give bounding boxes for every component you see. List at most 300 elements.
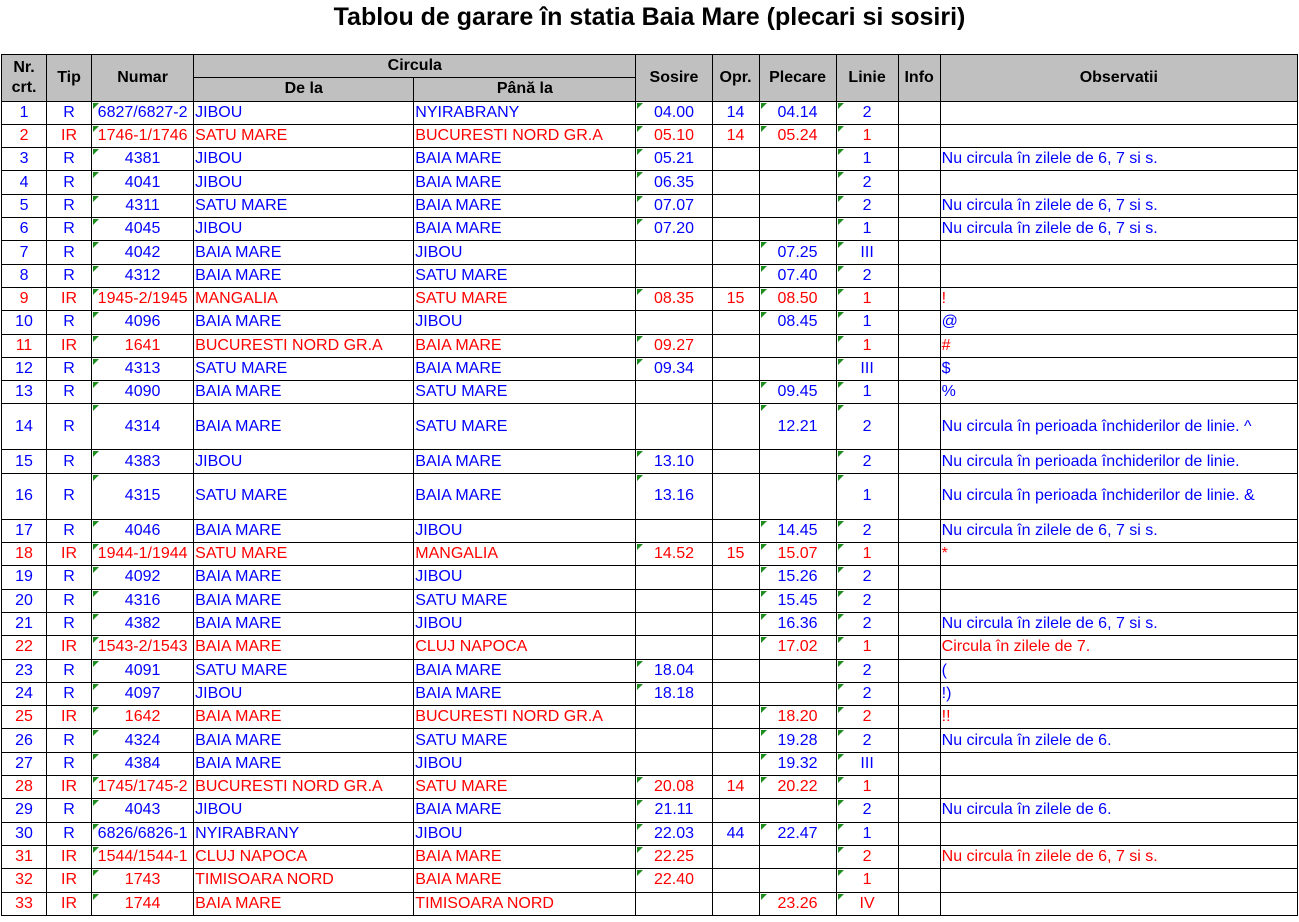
cell-observatii: Nu circula în perioada închiderilor de linie. & — [940, 473, 1297, 519]
cell-tip: R — [47, 752, 92, 775]
cell-tip: IR — [47, 124, 92, 147]
cell-pana-la: BAIA MARE — [414, 218, 636, 241]
cell-linie: 2 — [836, 845, 898, 868]
cell-info — [898, 357, 940, 380]
cell-nr: 4 — [2, 171, 47, 194]
cell-tip: IR — [47, 334, 92, 357]
cell-nr: 10 — [2, 311, 47, 334]
cell-pana-la: JIBOU — [414, 519, 636, 542]
cell-sosire — [636, 264, 712, 287]
cell-tip: R — [47, 473, 92, 519]
cell-sosire — [636, 241, 712, 264]
cell-plecare: 19.28 — [759, 729, 836, 752]
cell-observatii: Nu circula în zilele de 6, 7 si s. — [940, 218, 1297, 241]
cell-nr: 2 — [2, 124, 47, 147]
cell-sosire: 22.25 — [636, 845, 712, 868]
cell-observatii: ! — [940, 287, 1297, 310]
cell-sosire: 18.18 — [636, 682, 712, 705]
cell-observatii: @ — [940, 311, 1297, 334]
cell-observatii — [940, 101, 1297, 124]
cell-plecare: 20.22 — [759, 776, 836, 799]
cell-opr — [712, 218, 759, 241]
cell-nr: 28 — [2, 776, 47, 799]
cell-numar: 1945-2/1945 — [92, 287, 194, 310]
cell-plecare — [759, 334, 836, 357]
table-row — [2, 519, 1298, 542]
cell-linie: III — [836, 357, 898, 380]
table-row — [2, 404, 1298, 450]
cell-linie: 1 — [836, 869, 898, 892]
cell-nr: 21 — [2, 612, 47, 635]
cell-nr: 17 — [2, 519, 47, 542]
cell-plecare: 08.50 — [759, 287, 836, 310]
cell-de-la: TIMISOARA NORD — [194, 869, 414, 892]
cell-sosire: 07.20 — [636, 218, 712, 241]
cell-nr: 20 — [2, 589, 47, 612]
cell-pana-la: JIBOU — [414, 311, 636, 334]
cell-linie: 2 — [836, 101, 898, 124]
cell-plecare — [759, 194, 836, 217]
cell-pana-la: BUCURESTI NORD GR.A — [414, 706, 636, 729]
cell-linie: III — [836, 241, 898, 264]
header-de-la: De la — [194, 78, 414, 101]
cell-pana-la: JIBOU — [414, 241, 636, 264]
cell-de-la: BAIA MARE — [194, 729, 414, 752]
cell-observatii: Nu circula în zilele de 6. — [940, 799, 1297, 822]
cell-nr: 1 — [2, 101, 47, 124]
cell-de-la: BAIA MARE — [194, 264, 414, 287]
header-tip: Tip — [47, 55, 92, 102]
cell-opr: 15 — [712, 287, 759, 310]
cell-tip: R — [47, 241, 92, 264]
cell-observatii: Nu circula în zilele de 6, 7 si s. — [940, 612, 1297, 635]
cell-tip: IR — [47, 287, 92, 310]
cell-opr — [712, 381, 759, 404]
cell-de-la: SATU MARE — [194, 124, 414, 147]
cell-sosire: 05.21 — [636, 148, 712, 171]
cell-opr — [712, 799, 759, 822]
cell-observatii: ( — [940, 659, 1297, 682]
cell-observatii — [940, 124, 1297, 147]
cell-nr: 12 — [2, 357, 47, 380]
cell-plecare: 12.21 — [759, 404, 836, 450]
cell-pana-la: JIBOU — [414, 822, 636, 845]
cell-pana-la: NYIRABRANY — [414, 101, 636, 124]
cell-linie: 1 — [836, 287, 898, 310]
cell-plecare — [759, 799, 836, 822]
cell-sosire: 18.04 — [636, 659, 712, 682]
cell-plecare — [759, 869, 836, 892]
cell-info — [898, 682, 940, 705]
cell-plecare: 07.25 — [759, 241, 836, 264]
cell-sosire — [636, 381, 712, 404]
cell-sosire: 04.00 — [636, 101, 712, 124]
cell-observatii — [940, 892, 1297, 915]
table-row — [2, 729, 1298, 752]
cell-plecare: 04.14 — [759, 101, 836, 124]
cell-nr: 18 — [2, 543, 47, 566]
cell-sosire: 06.35 — [636, 171, 712, 194]
table-row — [2, 589, 1298, 612]
cell-info — [898, 729, 940, 752]
cell-numar: 4384 — [92, 752, 194, 775]
cell-plecare: 23.26 — [759, 892, 836, 915]
cell-de-la: SATU MARE — [194, 357, 414, 380]
cell-pana-la: SATU MARE — [414, 264, 636, 287]
cell-info — [898, 171, 940, 194]
cell-opr — [712, 404, 759, 450]
cell-linie: 1 — [836, 381, 898, 404]
cell-observatii: Circula în zilele de 7. — [940, 636, 1297, 659]
cell-info — [898, 287, 940, 310]
cell-nr: 7 — [2, 241, 47, 264]
cell-sosire: 13.16 — [636, 473, 712, 519]
table-header — [2, 55, 1298, 102]
table-row — [2, 450, 1298, 473]
cell-linie: 1 — [836, 218, 898, 241]
cell-numar: 1745/1745-2 — [92, 776, 194, 799]
cell-info — [898, 381, 940, 404]
cell-opr — [712, 264, 759, 287]
cell-pana-la: BAIA MARE — [414, 194, 636, 217]
cell-nr: 30 — [2, 822, 47, 845]
cell-pana-la: BAIA MARE — [414, 171, 636, 194]
cell-linie: 2 — [836, 171, 898, 194]
cell-info — [898, 845, 940, 868]
table-row — [2, 892, 1298, 915]
cell-numar: 4096 — [92, 311, 194, 334]
cell-numar: 4382 — [92, 612, 194, 635]
cell-nr: 31 — [2, 845, 47, 868]
cell-tip: R — [47, 450, 92, 473]
cell-linie: 1 — [836, 543, 898, 566]
cell-linie: 2 — [836, 450, 898, 473]
cell-tip: R — [47, 381, 92, 404]
cell-de-la: JIBOU — [194, 171, 414, 194]
cell-observatii: Nu circula în zilele de 6, 7 si s. — [940, 845, 1297, 868]
cell-numar: 4097 — [92, 682, 194, 705]
cell-opr — [712, 892, 759, 915]
cell-nr: 26 — [2, 729, 47, 752]
table-row — [2, 148, 1298, 171]
cell-opr — [712, 450, 759, 473]
cell-numar: 4313 — [92, 357, 194, 380]
cell-tip: R — [47, 729, 92, 752]
cell-numar: 4315 — [92, 473, 194, 519]
cell-de-la: BAIA MARE — [194, 636, 414, 659]
cell-pana-la: TIMISOARA NORD — [414, 892, 636, 915]
cell-sosire: 05.10 — [636, 124, 712, 147]
cell-opr: 14 — [712, 101, 759, 124]
cell-pana-la: JIBOU — [414, 566, 636, 589]
cell-numar: 4311 — [92, 194, 194, 217]
cell-de-la: BAIA MARE — [194, 241, 414, 264]
cell-opr — [712, 869, 759, 892]
cell-plecare: 15.07 — [759, 543, 836, 566]
cell-de-la: BAIA MARE — [194, 612, 414, 635]
cell-tip: R — [47, 799, 92, 822]
cell-info — [898, 241, 940, 264]
header-observatii: Observatii — [940, 55, 1297, 102]
cell-observatii: $ — [940, 357, 1297, 380]
cell-observatii: Nu circula în zilele de 6, 7 si s. — [940, 148, 1297, 171]
cell-numar: 4324 — [92, 729, 194, 752]
table-row — [2, 776, 1298, 799]
cell-info — [898, 218, 940, 241]
cell-observatii — [940, 776, 1297, 799]
cell-tip: R — [47, 566, 92, 589]
table-row — [2, 194, 1298, 217]
cell-sosire: 09.34 — [636, 357, 712, 380]
cell-de-la: JIBOU — [194, 218, 414, 241]
header-linie: Linie — [836, 55, 898, 102]
cell-numar: 4381 — [92, 148, 194, 171]
table-row — [2, 287, 1298, 310]
cell-numar: 4043 — [92, 799, 194, 822]
cell-opr — [712, 148, 759, 171]
cell-pana-la: BAIA MARE — [414, 473, 636, 519]
cell-opr: 15 — [712, 543, 759, 566]
cell-pana-la: BAIA MARE — [414, 682, 636, 705]
cell-opr: 14 — [712, 776, 759, 799]
cell-de-la: JIBOU — [194, 101, 414, 124]
cell-nr: 27 — [2, 752, 47, 775]
cell-observatii — [940, 822, 1297, 845]
cell-nr: 13 — [2, 381, 47, 404]
cell-plecare: 09.45 — [759, 381, 836, 404]
cell-opr — [712, 682, 759, 705]
cell-tip: R — [47, 357, 92, 380]
cell-de-la: JIBOU — [194, 799, 414, 822]
cell-nr: 25 — [2, 706, 47, 729]
cell-observatii: Nu circula în zilele de 6. — [940, 729, 1297, 752]
cell-sosire: 20.08 — [636, 776, 712, 799]
cell-nr: 3 — [2, 148, 47, 171]
cell-info — [898, 799, 940, 822]
header-sosire: Sosire — [636, 55, 712, 102]
cell-info — [898, 148, 940, 171]
cell-linie: 2 — [836, 194, 898, 217]
table-row — [2, 799, 1298, 822]
cell-plecare — [759, 682, 836, 705]
cell-tip: R — [47, 148, 92, 171]
cell-observatii — [940, 171, 1297, 194]
cell-numar: 4046 — [92, 519, 194, 542]
table-row — [2, 264, 1298, 287]
cell-sosire: 09.27 — [636, 334, 712, 357]
cell-nr: 19 — [2, 566, 47, 589]
cell-tip: R — [47, 311, 92, 334]
cell-sosire — [636, 706, 712, 729]
cell-plecare: 14.45 — [759, 519, 836, 542]
cell-sosire: 22.40 — [636, 869, 712, 892]
cell-linie: 2 — [836, 566, 898, 589]
cell-info — [898, 124, 940, 147]
cell-opr — [712, 845, 759, 868]
cell-de-la: BAIA MARE — [194, 381, 414, 404]
cell-de-la: BUCURESTI NORD GR.A — [194, 334, 414, 357]
cell-plecare: 07.40 — [759, 264, 836, 287]
cell-linie: 2 — [836, 589, 898, 612]
cell-info — [898, 776, 940, 799]
table-row — [2, 543, 1298, 566]
cell-opr — [712, 194, 759, 217]
cell-numar: 4314 — [92, 404, 194, 450]
cell-linie: 2 — [836, 706, 898, 729]
cell-sosire — [636, 729, 712, 752]
cell-opr — [712, 729, 759, 752]
cell-sosire — [636, 566, 712, 589]
cell-numar: 1746-1/1746 — [92, 124, 194, 147]
cell-sosire — [636, 589, 712, 612]
cell-tip: R — [47, 171, 92, 194]
cell-opr — [712, 311, 759, 334]
header-plecare: Plecare — [759, 55, 836, 102]
cell-observatii — [940, 241, 1297, 264]
cell-pana-la: BAIA MARE — [414, 869, 636, 892]
cell-linie: 1 — [836, 124, 898, 147]
cell-numar: 4383 — [92, 450, 194, 473]
cell-de-la: BAIA MARE — [194, 892, 414, 915]
cell-plecare — [759, 473, 836, 519]
table-row — [2, 171, 1298, 194]
cell-nr: 8 — [2, 264, 47, 287]
cell-pana-la: SATU MARE — [414, 287, 636, 310]
cell-linie: 1 — [836, 473, 898, 519]
header-numar: Numar — [92, 55, 194, 102]
header-circula: Circula — [194, 55, 636, 78]
cell-observatii: Nu circula în zilele de 6, 7 si s. — [940, 194, 1297, 217]
cell-numar: 4041 — [92, 171, 194, 194]
cell-tip: IR — [47, 543, 92, 566]
cell-tip: R — [47, 519, 92, 542]
header-opr: Opr. — [712, 55, 759, 102]
cell-opr — [712, 612, 759, 635]
cell-info — [898, 264, 940, 287]
cell-info — [898, 869, 940, 892]
cell-observatii: Nu circula în perioada închiderilor de linie. ^ — [940, 404, 1297, 450]
table-body — [2, 101, 1298, 915]
cell-numar: 1543-2/1543 — [92, 636, 194, 659]
cell-plecare — [759, 171, 836, 194]
cell-pana-la: CLUJ NAPOCA — [414, 636, 636, 659]
cell-opr: 14 — [712, 124, 759, 147]
cell-numar: 1544/1544-1 — [92, 845, 194, 868]
cell-linie: 1 — [836, 148, 898, 171]
cell-linie: 1 — [836, 334, 898, 357]
cell-pana-la: BAIA MARE — [414, 450, 636, 473]
cell-numar: 1743 — [92, 869, 194, 892]
table-row — [2, 334, 1298, 357]
cell-opr: 44 — [712, 822, 759, 845]
cell-tip: IR — [47, 636, 92, 659]
cell-linie: 2 — [836, 404, 898, 450]
cell-numar: 6827/6827-2 — [92, 101, 194, 124]
cell-opr — [712, 241, 759, 264]
cell-de-la: JIBOU — [194, 450, 414, 473]
cell-pana-la: SATU MARE — [414, 729, 636, 752]
cell-linie: IV — [836, 892, 898, 915]
cell-tip: IR — [47, 776, 92, 799]
cell-observatii: !! — [940, 706, 1297, 729]
cell-numar: 1641 — [92, 334, 194, 357]
table-row — [2, 869, 1298, 892]
cell-nr: 32 — [2, 869, 47, 892]
cell-plecare: 22.47 — [759, 822, 836, 845]
cell-opr — [712, 706, 759, 729]
cell-numar: 6826/6826-1 — [92, 822, 194, 845]
cell-pana-la: BAIA MARE — [414, 659, 636, 682]
cell-pana-la: BUCURESTI NORD GR.A — [414, 124, 636, 147]
cell-de-la: BAIA MARE — [194, 566, 414, 589]
cell-info — [898, 101, 940, 124]
cell-plecare — [759, 148, 836, 171]
cell-nr: 6 — [2, 218, 47, 241]
cell-linie: 2 — [836, 659, 898, 682]
cell-tip: IR — [47, 892, 92, 915]
cell-opr — [712, 334, 759, 357]
cell-pana-la: BAIA MARE — [414, 148, 636, 171]
cell-info — [898, 519, 940, 542]
cell-linie: 1 — [836, 822, 898, 845]
cell-nr: 33 — [2, 892, 47, 915]
cell-numar: 1944-1/1944 — [92, 543, 194, 566]
cell-numar: 1744 — [92, 892, 194, 915]
cell-info — [898, 450, 940, 473]
table-row — [2, 659, 1298, 682]
table-row — [2, 357, 1298, 380]
cell-de-la: SATU MARE — [194, 473, 414, 519]
cell-plecare — [759, 450, 836, 473]
table-row — [2, 682, 1298, 705]
cell-tip: R — [47, 822, 92, 845]
cell-opr — [712, 566, 759, 589]
table-row — [2, 612, 1298, 635]
cell-plecare — [759, 357, 836, 380]
cell-linie: 2 — [836, 519, 898, 542]
cell-tip: IR — [47, 706, 92, 729]
cell-observatii: Nu circula în perioada închiderilor de linie. — [940, 450, 1297, 473]
cell-sosire — [636, 752, 712, 775]
cell-nr: 23 — [2, 659, 47, 682]
cell-sosire: 07.07 — [636, 194, 712, 217]
cell-nr: 15 — [2, 450, 47, 473]
cell-plecare: 16.36 — [759, 612, 836, 635]
cell-pana-la: SATU MARE — [414, 589, 636, 612]
cell-opr — [712, 636, 759, 659]
cell-sosire: 08.35 — [636, 287, 712, 310]
cell-tip: R — [47, 101, 92, 124]
cell-nr: 29 — [2, 799, 47, 822]
table-row — [2, 241, 1298, 264]
cell-de-la: NYIRABRANY — [194, 822, 414, 845]
cell-nr: 9 — [2, 287, 47, 310]
cell-de-la: MANGALIA — [194, 287, 414, 310]
cell-tip: R — [47, 264, 92, 287]
header-info: Info — [898, 55, 940, 102]
table-row — [2, 845, 1298, 868]
cell-de-la: BAIA MARE — [194, 519, 414, 542]
cell-numar: 4316 — [92, 589, 194, 612]
cell-numar: 4042 — [92, 241, 194, 264]
cell-observatii: * — [940, 543, 1297, 566]
cell-sosire: 13.10 — [636, 450, 712, 473]
cell-pana-la: BAIA MARE — [414, 334, 636, 357]
cell-info — [898, 822, 940, 845]
cell-pana-la: MANGALIA — [414, 543, 636, 566]
cell-pana-la: SATU MARE — [414, 776, 636, 799]
cell-de-la: BUCURESTI NORD GR.A — [194, 776, 414, 799]
